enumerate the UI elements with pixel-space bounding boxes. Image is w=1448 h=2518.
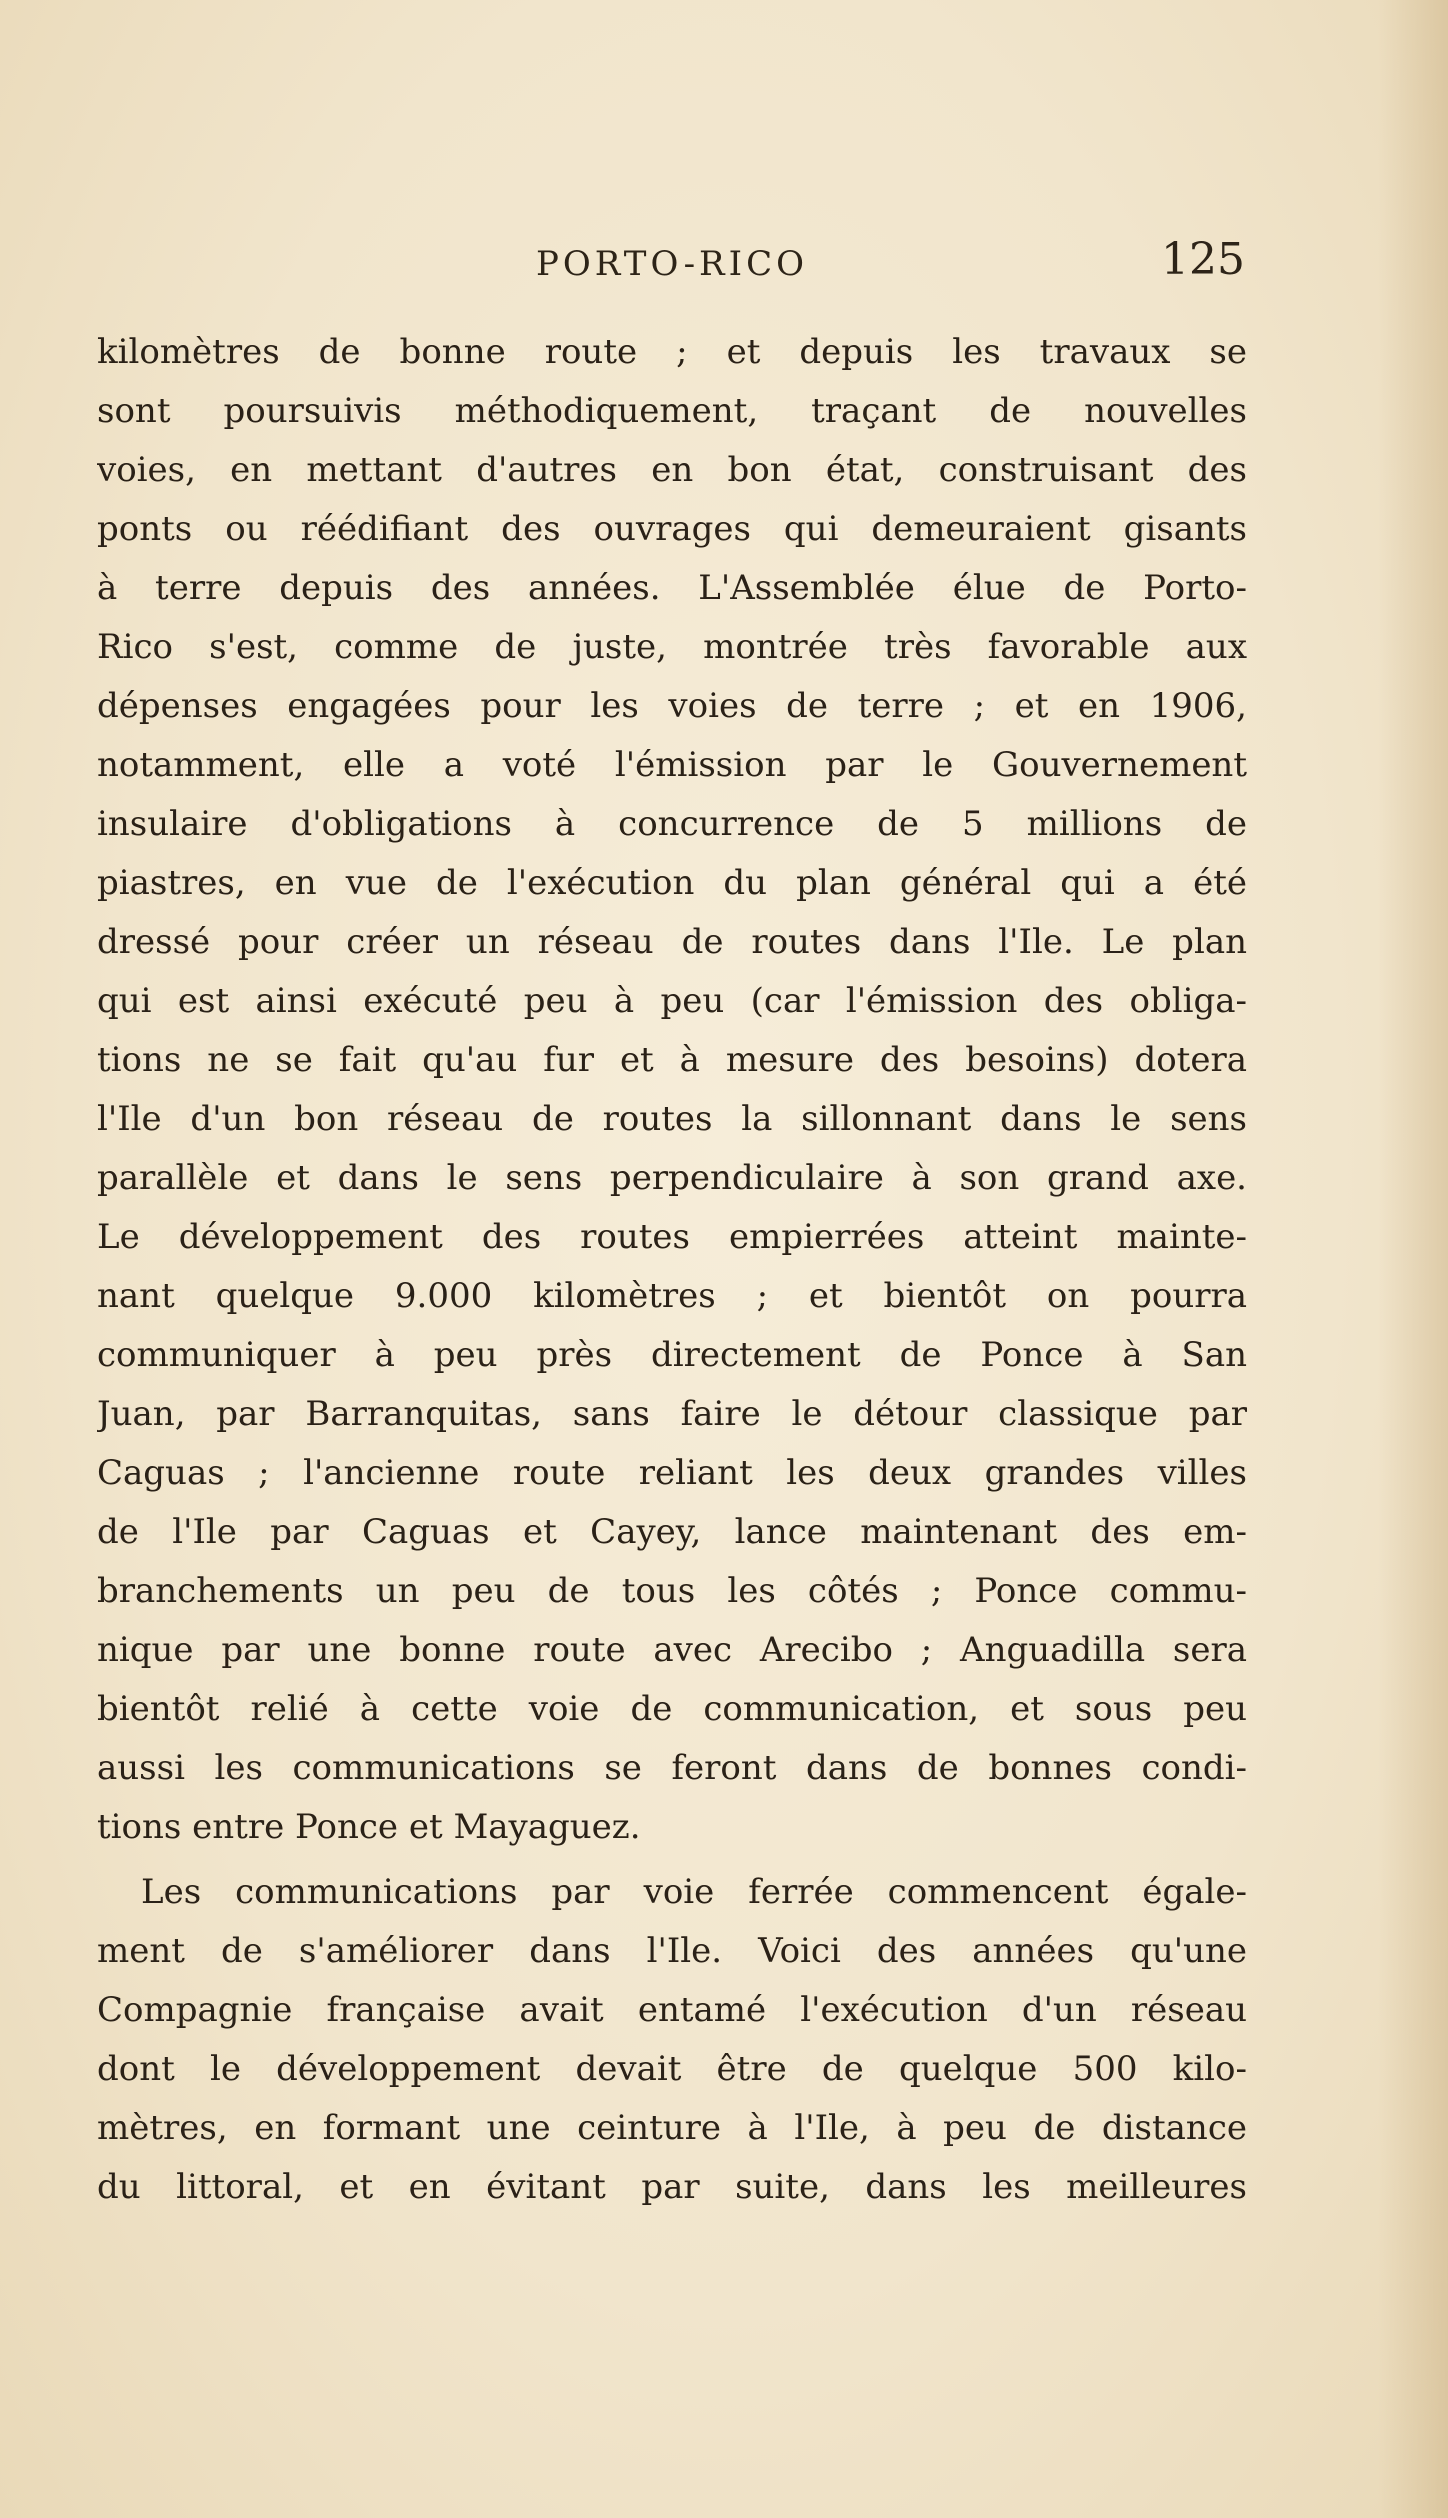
- text-line: à terre depuis des années. L'Assemblée élue de Porto-: [97, 568, 1247, 608]
- text-line: sont poursuivis méthodiquement, traçant de nouvelles: [97, 391, 1247, 431]
- text-line: piastres, en vue de l'exécution du plan général qui a été: [97, 863, 1247, 903]
- text-line: kilomètres de bonne route ; et depuis les travaux se: [97, 332, 1247, 372]
- text-line: dressé pour créer un réseau de routes dans l'Ile. Le plan: [97, 922, 1247, 962]
- running-title: PORTO-RICO: [536, 244, 808, 284]
- text-line: insulaire d'obligations à concurrence de 5 millions de: [97, 804, 1247, 844]
- text-line: branchements un peu de tous les côtés ; Ponce commu-: [97, 1571, 1247, 1611]
- text-line: parallèle et dans le sens perpendiculaire à son grand axe.: [97, 1158, 1247, 1198]
- text-line: aussi les communications se feront dans de bonnes condi-: [97, 1748, 1247, 1788]
- text-line: du littoral, et en évitant par suite, dans les meilleures: [97, 2167, 1247, 2207]
- paragraph-railways: [97, 1863, 1247, 2217]
- text-line: Compagnie française avait entamé l'exécution d'un réseau: [97, 1990, 1247, 2030]
- text-line: ment de s'améliorer dans l'Ile. Voici des années qu'une: [97, 1931, 1247, 1971]
- text-line: ponts ou réédifiant des ouvrages qui demeuraient gisants: [97, 509, 1247, 549]
- paragraph-roads: [97, 323, 1247, 1857]
- page-number: 125: [1161, 234, 1245, 285]
- text-line: Juan, par Barranquitas, sans faire le détour classique par: [97, 1394, 1247, 1434]
- text-line: nique par une bonne route avec Arecibo ; Anguadilla sera: [97, 1630, 1247, 1670]
- text-line: communiquer à peu près directement de Ponce à San: [97, 1335, 1247, 1375]
- body-text: [97, 323, 1247, 2217]
- text-line: Les communications par voie ferrée commencent égale-: [141, 1872, 1247, 1912]
- text-line: de l'Ile par Caguas et Cayey, lance maintenant des em-: [97, 1512, 1247, 1552]
- text-line: Rico s'est, comme de juste, montrée très favorable aux: [97, 627, 1247, 667]
- text-line: mètres, en formant une ceinture à l'Ile, à peu de distance: [97, 2108, 1247, 2148]
- text-line: Le développement des routes empierrées atteint mainte-: [97, 1217, 1247, 1257]
- text-line: Caguas ; l'ancienne route reliant les deux grandes villes: [97, 1453, 1247, 1493]
- text-line: voies, en mettant d'autres en bon état, construisant des: [97, 450, 1247, 490]
- page-edge-shadow: [1378, 0, 1448, 2518]
- text-line: tions ne se fait qu'au fur et à mesure des besoins) dotera: [97, 1040, 1247, 1080]
- text-line: dont le développement devait être de quelque 500 kilo-: [97, 2049, 1247, 2089]
- text-line: nant quelque 9.000 kilomètres ; et bientôt on pourra: [97, 1276, 1247, 1316]
- text-line: tions entre Ponce et Mayaguez.: [97, 1807, 641, 1847]
- text-line: l'Ile d'un bon réseau de routes la sillonnant dans le sens: [97, 1099, 1247, 1139]
- page-header: [97, 228, 1247, 288]
- text-line: dépenses engagées pour les voies de terre ; et en 1906,: [97, 686, 1247, 726]
- text-line: notamment, elle a voté l'émission par le Gouvernement: [97, 745, 1247, 785]
- text-line: qui est ainsi exécuté peu à peu (car l'émission des obliga-: [97, 981, 1247, 1021]
- text-line: bientôt relié à cette voie de communication, et sous peu: [97, 1689, 1247, 1729]
